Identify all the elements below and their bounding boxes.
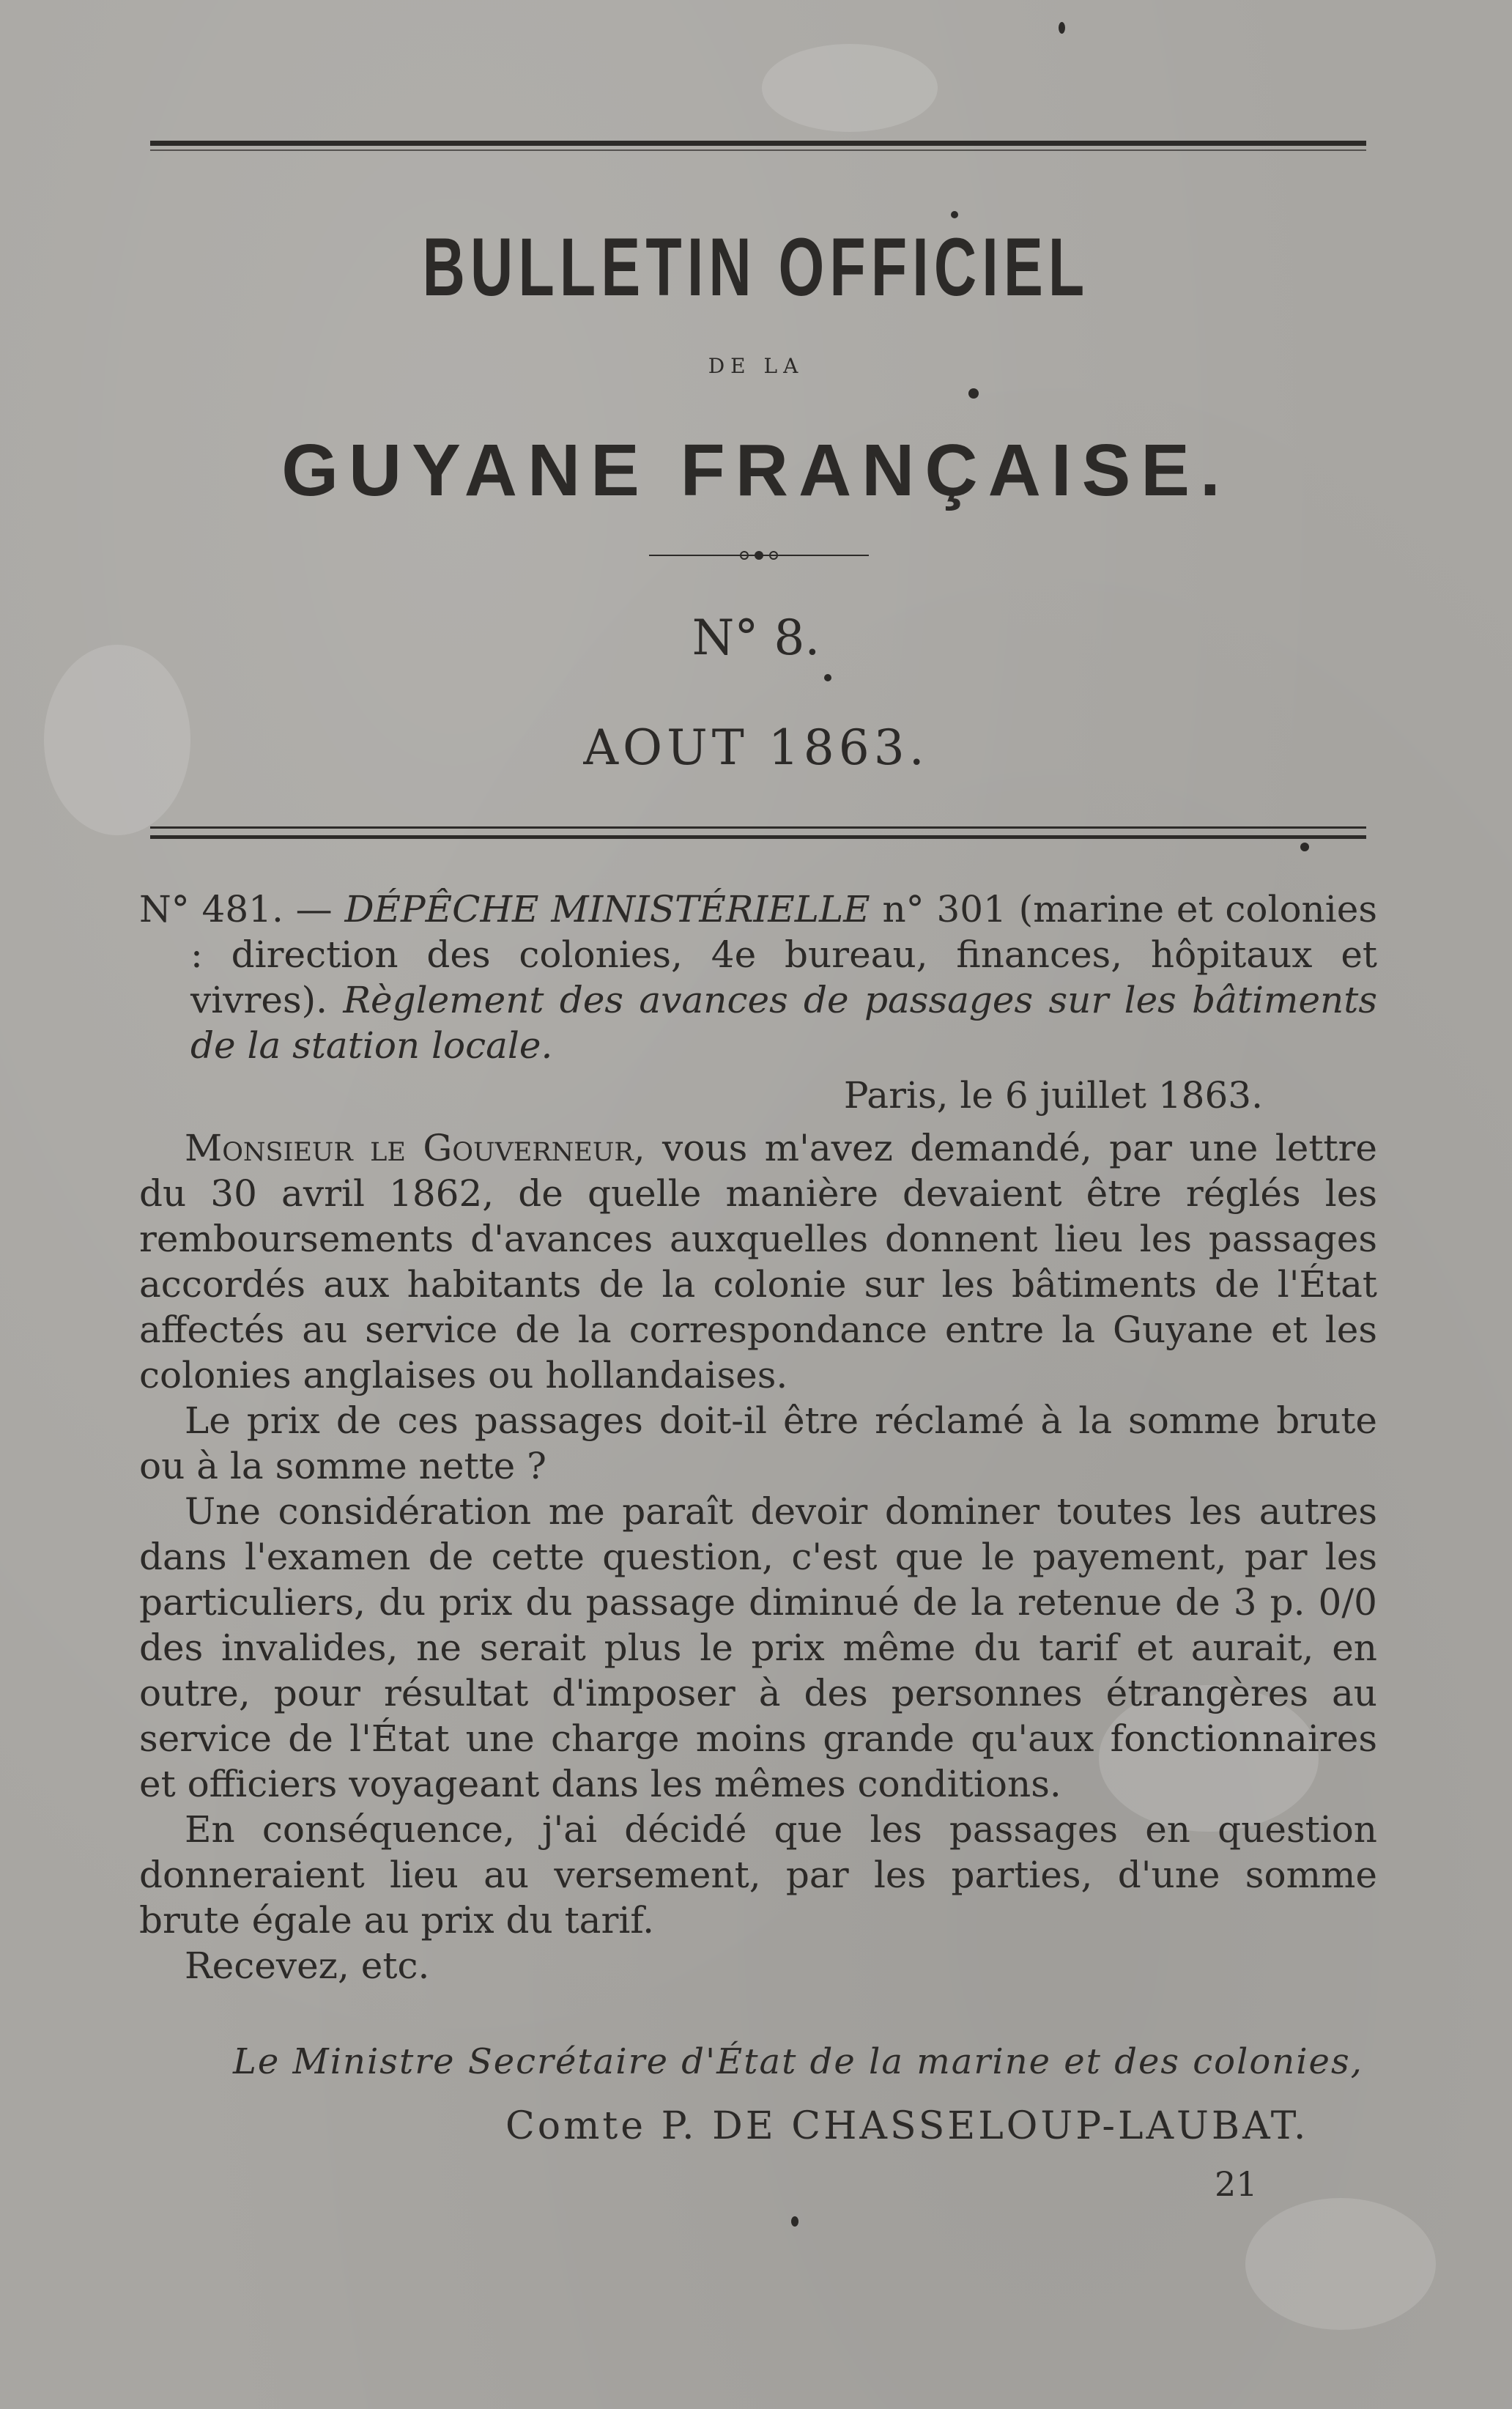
top-rule: [150, 141, 1366, 146]
signature-name: Comte P. DE CHASSELOUP-LAUBAT.: [505, 2104, 1309, 2148]
section-rule-thick: [150, 835, 1366, 839]
paragraph: En conséquence, j'ai décidé que les passages en question donneraient lieu au versement, par les parties, d'une somme brute égale au prix du tarif.: [139, 1808, 1377, 1942]
page-number: 21: [1215, 2164, 1258, 2204]
paragraph: Le prix de ces passages doit-il être réclamé à la somme brute ou à la somme nette ?: [139, 1399, 1377, 1487]
masthead-subtitle: GUYANE FRANÇAISE.: [281, 429, 1231, 511]
issue-date: AOUT 1863.: [583, 719, 929, 776]
signature-title: Le Ministre Secrétaire d'État de la marine et des colonies,: [233, 2041, 1363, 2082]
paper-stain: [762, 44, 938, 132]
article-number: N° 481.: [139, 888, 284, 930]
closing: Recevez, etc.: [185, 1944, 430, 1987]
article-heading: N° 481. — DÉPÊCHE MINISTÉRIELLE n° 301 (marine et colonies : direction des colonies, 4e bureau, finances, hôpitaux et vivres). Règlement des avances de passages sur les bâtiments de la station locale.: [139, 888, 1378, 1067]
masthead-title: BULLETIN OFFICIEL: [422, 221, 1090, 313]
ink-speck: [951, 211, 958, 218]
ink-speck: [1300, 843, 1309, 851]
ink-speck: [1059, 22, 1065, 34]
ink-speck: [791, 2216, 798, 2227]
ornament-divider: [649, 548, 869, 563]
article-title: DÉPÊCHE MINISTÉRIELLE: [344, 888, 870, 930]
ink-speck: [824, 674, 831, 681]
paragraph: Monsieur le Gouverneur, vous m'avez demandé, par une lettre du 30 avril 1862, de quelle manière devaient être réglés les remboursements d'avances auxquelles donnent lieu les passages accordés aux habitants de la colonie sur les bâtiments de l'État affectés au service de la correspondance entre la Guyane et les colonies anglaises ou hollandaises.: [139, 1127, 1377, 1396]
place-date: Paris, le 6 juillet 1863.: [843, 1074, 1263, 1117]
masthead-connector: DE LA: [708, 354, 804, 378]
issue-number: N° 8.: [692, 610, 820, 666]
ink-speck: [968, 388, 979, 399]
paragraph: Une considération me paraît devoir dominer toutes les autres dans l'examen de cette question, c'est que le payement, par les particuliers, du prix du passage diminué de la retenue de 3 p. 0/0 des invalides, ne serait plus le prix même du tarif et aurait, en outre, pour résultat d'imposer à des personnes étrangères au service de l'État une charge moins grande qu'aux fonctionnaires et officiers voyageant dans les mêmes conditions.: [139, 1490, 1377, 1805]
article-body: [139, 1125, 1377, 1988]
article-subject: Règlement des avances de passages sur les bâtiments de la station locale.: [190, 979, 1378, 1067]
article-reference: n° 301 (marine et colonies : direction des colonies, 4e bureau, finances, hôpitaux et vivres).: [190, 888, 1377, 1021]
section-rule: [150, 826, 1366, 829]
top-rule-thin: [150, 149, 1366, 151]
paper-stain: [1245, 2198, 1436, 2330]
salutation: Monsieur le Gouverneur,: [185, 1127, 645, 1169]
